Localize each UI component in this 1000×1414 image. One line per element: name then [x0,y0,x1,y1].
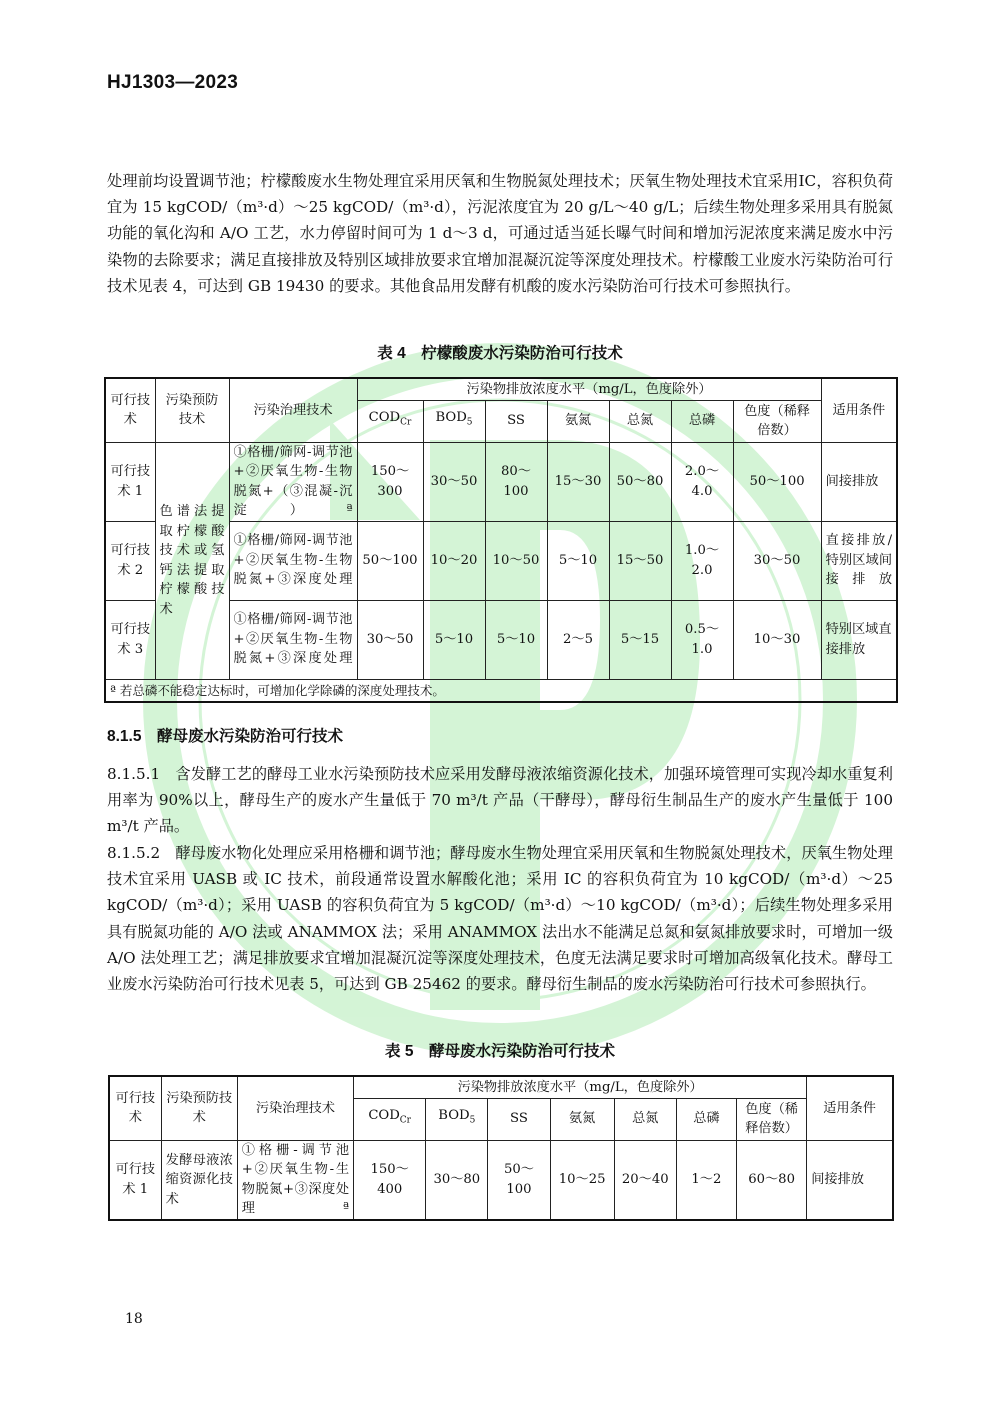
header-feasible-tech: 可行技术 [105,378,155,442]
header-color: 色度（稀释倍数） [736,1098,806,1140]
header-prevention: 污染预防技术 [155,378,229,442]
paragraph-text: 8.1.5.1 含发酵工艺的酵母工业水污染预防技术应采用发酵母液浓缩资源化技术，加强环境管理可实现冷却水重复利用率为 90%以上，酵母生产的废水产生量低于 70 m³/t 产品（干酵母），酵母衍生制品生产的废水产生量低于 100 m³/t 产品。 [107,765,893,836]
color-value: 50～100 [733,442,821,521]
tp-value: 1～2 [676,1140,736,1220]
ammonia-value: 10～25 [550,1140,614,1220]
document-code: HJ1303—2023 [107,72,239,93]
ss-value: 5～10 [485,600,547,679]
header-emission-levels: 污染物排放浓度水平（mg/L，色度除外） [357,378,821,400]
tp-value: 2.0～4.0 [671,442,733,521]
table-row [105,442,897,521]
prevention-tech: 色谱法提取柠檬酸技术或氢钙法提取柠檬酸技术 [155,442,229,679]
header-cod: $COD_{Cr}$ [357,400,423,442]
prevention-tech: 发酵母液浓缩资源化技术 [161,1140,237,1220]
header-color: 色度（稀释倍数） [733,400,821,442]
cod-value: 50～100 [357,521,423,600]
cod-value: 150～300 [357,442,423,521]
header-total-phosphorus: 总磷 [671,400,733,442]
treatment-tech: ①格栅-调节池+②厌氧生物-生物脱氮+③深度处理ª [237,1140,353,1220]
header-total-nitrogen: 总氮 [609,400,671,442]
header-ss: SS [485,400,547,442]
tn-value: 15～50 [609,521,671,600]
header-total-phosphorus: 总磷 [676,1098,736,1140]
tn-value: 20～40 [614,1140,676,1220]
bod-value: 30～50 [423,442,485,521]
ammonia-value: 15～30 [547,442,609,521]
table4-caption: 表 4 柠檬酸废水污染防治可行技术 [377,345,623,362]
paragraph-8-1-5-1 [107,761,893,840]
table5 [108,1075,894,1221]
header-condition: 适用条件 [807,1076,893,1140]
header-bod: $BOD_5$ [426,1098,488,1140]
bod-value: 30～80 [426,1140,488,1220]
paragraph-text: 处理前均设置调节池；柠檬酸废水生物处理宜采用厌氧和生物脱氮处理技术；厌氧生物处理技术宜采用IC，容积负荷宜为 15 kgCOD/（m³·d）～25 kgCOD/（m³·d），污泥浓度宜为 20 g/L～40 g/L；后续生物处理多采用具有脱氮功能的氧化沟和 A/O 工艺，水力停留时间可为 1 d～3 d，可通过适当延长曝气时间和增加污泥浓度来满足废水中污染物的去除要求；满足直接排放及特别区域排放要求宜增加混凝沉淀等深度处理技术。柠檬酸工业废水污染防治可行技术见表 4，可达到 GB 19430 的要求。其他食品用发酵有机酸的废水污染防治可行技术可参照执行。 [107,172,893,295]
tp-value: 1.0～2.0 [671,521,733,600]
table-row [109,1140,893,1220]
ammonia-value: 2～5 [547,600,609,679]
page-number: 18 [125,1311,143,1327]
tn-value: 5～15 [609,600,671,679]
cod-value: 150～400 [354,1140,426,1220]
header-condition: 适用条件 [821,378,897,442]
header-treatment: 污染治理技术 [237,1076,353,1140]
ss-value: 10～50 [485,521,547,600]
ss-value: 80～100 [485,442,547,521]
table4-footnote: ª 若总磷不能稳定达标时，可增加化学除磷的深度处理技术。 [105,679,897,702]
header-treatment: 污染治理技术 [229,378,357,442]
bod-value: 5～10 [423,600,485,679]
condition-value: 特别区域直接排放 [821,600,897,679]
header-ammonia: 氨氮 [547,400,609,442]
header-ammonia: 氨氮 [550,1098,614,1140]
color-value: 30～50 [733,521,821,600]
table4 [104,377,898,703]
bod-value: 10～20 [423,521,485,600]
header-ss: SS [488,1098,550,1140]
header-feasible-tech: 可行技术 [109,1076,161,1140]
tp-value: 0.5～1.0 [671,600,733,679]
condition-value: 间接排放 [807,1140,893,1220]
header-emission-levels: 污染物排放浓度水平（mg/L，色度除外） [354,1076,807,1098]
tn-value: 50～80 [609,442,671,521]
paragraph-citric-acid [107,168,893,299]
header-total-nitrogen: 总氮 [614,1098,676,1140]
row-name: 可行技术 2 [105,521,155,600]
condition-value: 间接排放 [821,442,897,521]
treatment-tech: ①格栅/筛网-调节池+②厌氧生物-生物脱氮+③深度处理 [229,600,357,679]
table5-caption: 表 5 酵母废水污染防治可行技术 [385,1043,615,1060]
paragraph-8-1-5-2 [107,840,893,997]
cod-value: 30～50 [357,600,423,679]
header-bod: $BOD_5$ [423,400,485,442]
color-value: 60～80 [736,1140,806,1220]
header-prevention: 污染预防技术 [161,1076,237,1140]
row-name: 可行技术 1 [105,442,155,521]
section-heading-8-1-5: 8.1.5 酵母废水污染防治可行技术 [107,728,343,745]
treatment-tech: ①格栅/筛网-调节池+②厌氧生物-生物脱氮+（③混凝-沉淀）ª [229,442,357,521]
paragraph-text: 8.1.5.2 酵母废水物化处理应采用格栅和调节池；酵母废水生物处理宜采用厌氧和生物脱氮处理技术，厌氧生物处理技术宜采用 UASB 或 IC 技术，前段通常设置水解酸化池；采用 IC 的容积负荷宜为 10 kgCOD/（m³·d）～25 kgCOD/（m³·d）；采用 UASB 的容积负荷宜为 5 kgCOD/（m³·d）～10 kgCOD/（m³·d）；后续生物处理多采用具有脱氮功能的 A/O 法或 ANAMMOX 法；采用 ANAMMOX 法出水不能满足总氮和氨氮排放要求时，可增加一级 A/O 法处理工艺；满足排放要求宜增加混凝沉淀等深度处理技术，色度无法满足要求时可增加高级氧化技术。酵母工业废水污染防治可行技术见表 5，可达到 GB 25462 的要求。酵母衍生制品的废水污染防治可行技术可参照执行。 [107,844,893,994]
treatment-tech: ①格栅/筛网-调节池+②厌氧生物-生物脱氮+③深度处理 [229,521,357,600]
ss-value: 50～100 [488,1140,550,1220]
header-cod: $COD_{Cr}$ [354,1098,426,1140]
row-name: 可行技术 3 [105,600,155,679]
ammonia-value: 5～10 [547,521,609,600]
row-name: 可行技术 1 [109,1140,161,1220]
condition-value: 直接排放/特别区域间接排放 [821,521,897,600]
color-value: 10～30 [733,600,821,679]
